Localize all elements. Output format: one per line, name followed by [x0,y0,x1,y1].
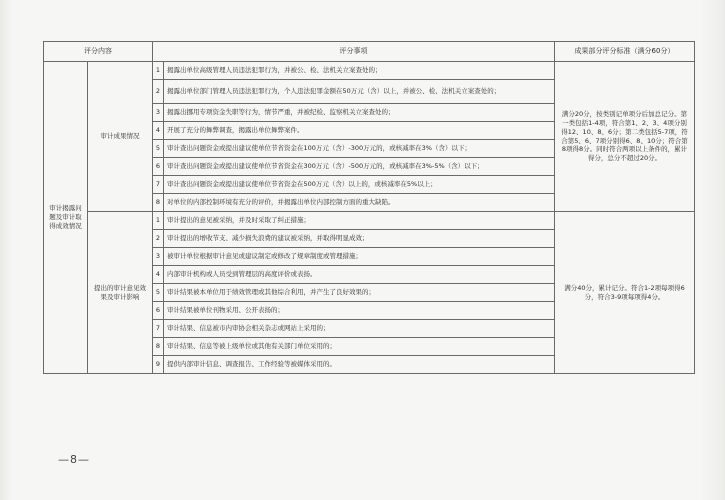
item-text: 揭露出单位部门管理人员违法犯罪行为，个人违法犯罪金额在50万元（含）以上，并被公、检、法机关立案查处的； [164,80,555,104]
item-number: 8 [153,338,164,356]
main-category-cell: 审计揭露问题及审计取得成效情况 [44,62,88,374]
item-text: 审计查出问题资金或提出建议使单位节省资金在300万元（含）-500万元的，或核减率在3%-5%（含）以下； [164,158,555,176]
item-text: 开展了充分的舞弊调查，揭露出单位舞弊案件。 [164,122,555,140]
item-number: 7 [153,320,164,338]
item-number: 6 [153,158,164,176]
table-row [44,212,695,230]
scoring-standard-cell: 满分40分，累计记分。符合1-2项每项得6分，符合3-9项每项得4分。 [555,212,695,374]
scoring-table [43,41,695,374]
item-number: 1 [153,62,164,80]
item-number: 3 [153,104,164,122]
item-text: 审计结果、信息被市内审协会相关杂志或网站上采用的； [164,320,555,338]
table-header-row [44,42,695,62]
item-text: 审计结果、信息等被上级单位或其他有关部门单位采用的； [164,338,555,356]
section-category-cell: 提出的审计意见效果及审计影响 [88,212,153,374]
item-number: 6 [153,302,164,320]
header-items: 评分事项 [153,42,555,62]
item-number: 7 [153,176,164,194]
item-text: 审计结果被本单位用于绩效管理或其他综合利用，并产生了良好效果的； [164,284,555,302]
item-text: 被审计单位根据审计意见或建议制定或修改了规章制度或管理措施； [164,248,555,266]
item-text: 审计查出问题资金或提出建议使单位节省资金在100万元（含）-300万元的，或核减率在3%（含）以下； [164,140,555,158]
section-category-cell: 审计成果情况 [88,62,153,212]
item-number: 1 [153,212,164,230]
item-number: 3 [153,248,164,266]
table-row [44,62,695,80]
item-text: 揭露出挪用专项资金失职等行为，情节严重，并被纪检、监察机关立案查处的； [164,104,555,122]
item-text: 审计查出问题资金或提出建议使单位节省资金在500万元（含）以上的，或核减率在5%以上； [164,176,555,194]
item-text: 内部审计机构或人员受到管理层的高度评价或表扬。 [164,266,555,284]
item-text: 审计提出的增收节支、减少损失浪费的建议被采纳，并取得明显成效； [164,230,555,248]
scoring-standard-cell: 满分20分，按类别记单项分后加总记分。第一类包括1-4项，符合第1、2、3、4项分别得12、10、8、6分；第二类包括5-7项，符合第5、6、7项分别得6、8、10分；符合第8项得8分。同时符合两项以上条件的，累计得分，总分不超过20分。 [555,62,695,212]
page-number: —8— [58,453,90,466]
item-number: 8 [153,194,164,212]
item-text: 对单位的内部控制环境有充分的评价，并揭露出单位内部控制方面的重大缺陷。 [164,194,555,212]
item-number: 9 [153,356,164,374]
item-number: 2 [153,230,164,248]
item-number: 4 [153,122,164,140]
item-number: 2 [153,80,164,104]
header-content: 评分内容 [44,42,153,62]
item-text: 审计结果被单位刊物采用、公开表扬的； [164,302,555,320]
item-text: 提供内部审计信息、调查报告、工作经验等被媒体采用的。 [164,356,555,374]
item-number: 5 [153,284,164,302]
item-text: 审计提出的意见被采纳，并及时采取了纠正措施； [164,212,555,230]
header-standard: 成果部分评分标准（满分60分） [555,42,695,62]
item-number: 5 [153,140,164,158]
item-number: 4 [153,266,164,284]
item-text: 揭露出单位高级管理人员违法犯罪行为，并被公、检、法机关立案查处的； [164,62,555,80]
